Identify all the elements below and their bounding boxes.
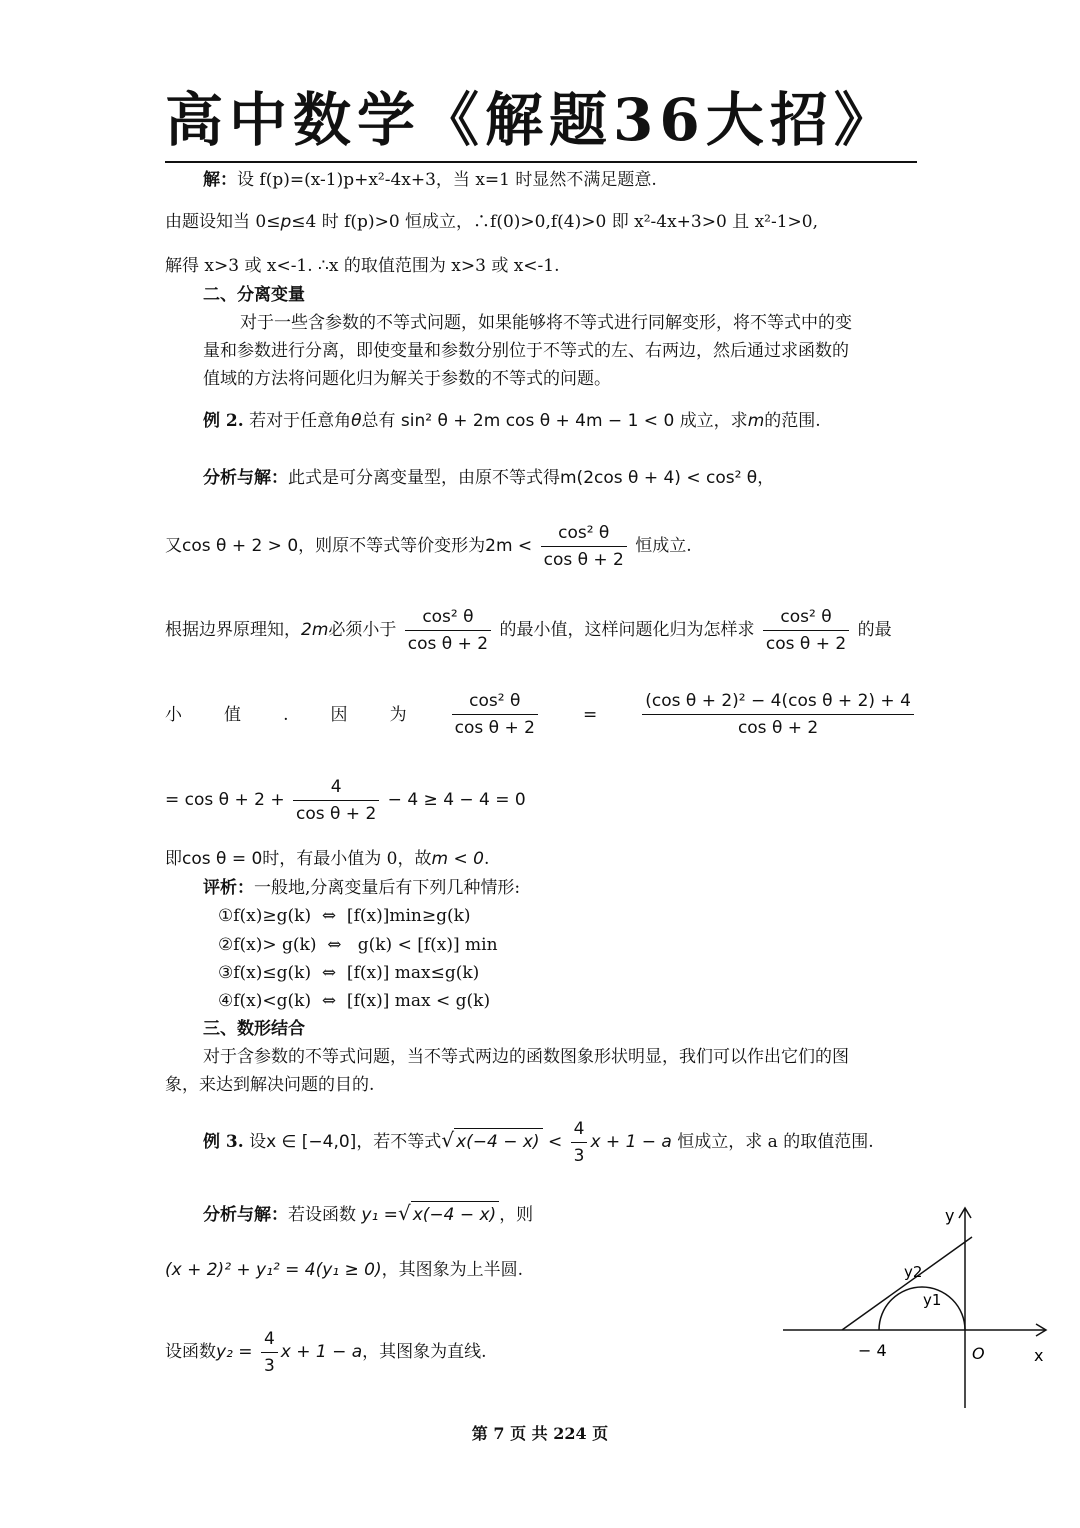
denominator: cos θ + 2	[763, 630, 849, 655]
text-span: ，	[757, 468, 775, 488]
math-var: m	[747, 411, 765, 431]
denominator: 3	[571, 1142, 588, 1167]
y1-label: y1	[923, 1291, 942, 1309]
numerator: cos² θ	[422, 607, 474, 627]
text-span: 设	[249, 1132, 267, 1152]
denominator: cos θ + 2	[541, 546, 627, 571]
text-span: .	[283, 704, 289, 725]
fraction	[261, 1328, 278, 1377]
math-expr: y₂ =	[216, 1342, 253, 1362]
text-span: 由题设知当 0≤	[165, 212, 281, 232]
denominator: cos θ + 2	[452, 714, 538, 739]
text-span: 一般地,分离变量后有下列几种情形:	[254, 878, 521, 898]
numerator: cos² θ	[780, 607, 832, 627]
analysis2-line4	[165, 690, 917, 739]
review-item-4: ④f(x)<g(k) ⇔ [f(x)] max < g(k)	[218, 991, 491, 1011]
denominator: cos θ + 2	[293, 800, 379, 825]
math-expr: 2m <	[485, 536, 533, 556]
section3-paragraph-line1: 对于含参数的不等式问题，当不等式两边的函数图象形状明显，我们可以作出它们的图	[203, 1047, 849, 1067]
numerator: (cos θ + 2)² − 4(cos θ + 2) + 4	[645, 691, 911, 711]
section2-heading: 二、分离变量	[203, 285, 305, 305]
semicircle-line-graph	[780, 1200, 1060, 1415]
numerator: cos² θ	[558, 523, 610, 543]
text-span: 为	[389, 704, 407, 725]
x-axis-label: x	[1034, 1346, 1044, 1365]
text-span: 若设函数	[288, 1205, 356, 1225]
numerator: 4	[573, 1119, 585, 1139]
text-span: 即	[165, 849, 182, 869]
radicand: x(−4 − x)	[454, 1128, 543, 1154]
math-expr: cos θ + 2 > 0	[182, 536, 299, 556]
review-label: 评析：	[203, 878, 254, 898]
text-span: .	[483, 849, 490, 869]
minus-four-label: − 4	[858, 1341, 887, 1360]
solution1-text: 设 f(p)=(x-1)p+x²-4x+3，当 x=1 时显然不满足题意.	[237, 170, 657, 190]
text-span: 此式是可分离变量型，由原不等式得	[288, 468, 560, 488]
fraction	[541, 522, 627, 571]
example3-statement	[203, 1118, 874, 1167]
text-span: 必须小于	[328, 620, 397, 640]
text-span: ，则原不等式等价变形为	[298, 536, 486, 556]
page-title: 高中数学《解题36大招》	[165, 86, 898, 154]
text-span: ，若不等式	[356, 1132, 442, 1152]
less-than-sign: <	[547, 1132, 563, 1152]
fraction	[452, 690, 538, 739]
analysis3-line1	[203, 1201, 533, 1227]
fraction	[405, 606, 491, 655]
text-span: 恒成立，求 a 的取值范围.	[677, 1132, 874, 1152]
math-expr: m < 0	[431, 849, 484, 869]
analysis2-line1	[203, 466, 774, 490]
analysis3-line3	[165, 1328, 487, 1377]
math-var: θ	[351, 411, 362, 431]
math-var: p	[280, 212, 292, 232]
math-expr: − 4 ≥ 4 − 4 = 0	[387, 790, 526, 810]
text-span: ，其图象为上半圆.	[381, 1260, 524, 1280]
title-rule	[165, 161, 917, 163]
analysis3-line2	[165, 1258, 523, 1282]
y-axis-label: y	[945, 1206, 955, 1225]
text-span: 因	[330, 704, 348, 725]
radicand: x(−4 − x)	[411, 1201, 500, 1227]
denominator: cos θ + 2	[642, 714, 914, 739]
review-intro	[203, 876, 520, 900]
analysis-label: 分析与解：	[203, 1205, 288, 1225]
fraction	[571, 1118, 588, 1167]
page-footer: 第 7 页 共 224 页	[471, 1424, 609, 1443]
text-span: ≤4 时 f(p)>0 恒成立，∴f(0)>0,f(4)>0 即 x²-4x+3>0 且 x²-1>0,	[291, 212, 819, 232]
text-span: 设函数	[165, 1342, 216, 1362]
math-expr: m(2cos θ + 4) < cos² θ	[560, 468, 758, 488]
review-item-3: ③f(x)≤g(k) ⇔ [f(x)] max≤g(k)	[218, 963, 480, 983]
section2-paragraph-line1: 对于一些含参数的不等式问题，如果能够将不等式进行同解变形，将不等式中的变	[240, 313, 852, 333]
numerator: 4	[263, 1329, 275, 1349]
solution1-line2	[165, 210, 818, 234]
analysis2-line2	[165, 522, 692, 571]
text-span: 根据边界原理知，	[165, 620, 301, 640]
text-span: 成立，求	[679, 411, 748, 431]
numerator: 4	[330, 777, 342, 797]
fraction	[763, 606, 849, 655]
example-label: 例 2.	[203, 411, 244, 431]
text-span: 值	[224, 704, 242, 725]
text-span: 若对于任意角	[249, 411, 352, 431]
math-expr: cos θ = 0	[182, 849, 263, 869]
text-span: ，则	[499, 1205, 534, 1225]
numerator: cos² θ	[469, 691, 521, 711]
section2-paragraph-line2: 量和参数进行分离，即使变量和参数分别位于不等式的左、右两边，然后通过求函数的	[203, 341, 849, 361]
radical-sign: √	[441, 1128, 455, 1152]
analysis-label: 分析与解：	[203, 468, 288, 488]
section2-paragraph-line3: 值域的方法将问题化归为解关于参数的不等式的问题。	[203, 369, 611, 389]
equals-sign: =	[582, 704, 598, 725]
text-span: 又	[165, 536, 182, 556]
fraction-expanded	[642, 690, 914, 739]
math-expr: x + 1 − a	[280, 1342, 363, 1362]
fraction	[293, 776, 379, 825]
example-label: 例 3.	[203, 1132, 244, 1152]
solution1-line3: 解得 x>3 或 x<-1. ∴x 的取值范围为 x>3 或 x<-1.	[165, 256, 560, 276]
analysis2-line6	[165, 847, 489, 871]
section3-paragraph-line2: 象，来达到解决问题的目的.	[165, 1075, 375, 1095]
denominator: 3	[261, 1352, 278, 1377]
analysis2-line5	[165, 776, 526, 825]
radical-sign: √	[397, 1201, 411, 1225]
solution-label: 解：	[203, 170, 237, 190]
example2-inequality: sin² θ + 2m cos θ + 4m − 1 < 0	[400, 411, 675, 431]
denominator: cos θ + 2	[405, 630, 491, 655]
review-item-1: ①f(x)≥g(k) ⇔ [f(x)]min≥g(k)	[218, 906, 471, 926]
line-y2	[842, 1237, 972, 1330]
math-expr: x ∈ [−4,0]	[266, 1132, 357, 1152]
text-span: 小	[165, 704, 182, 725]
analysis2-line3	[165, 606, 892, 655]
text-span: 的范围.	[764, 411, 821, 431]
math-expr: (x + 2)² + y₁² = 4(y₁ ≥ 0)	[165, 1260, 382, 1280]
text-span: ，其图象为直线.	[362, 1342, 487, 1362]
section3-heading: 三、数形结合	[203, 1019, 305, 1039]
text-span: 的最	[857, 620, 892, 640]
math-expr: 2m	[301, 620, 329, 640]
math-expr: x + 1 − a	[590, 1132, 672, 1152]
text-span: 的最小值，这样问题化归为怎样求	[499, 620, 755, 640]
origin-label: O	[972, 1344, 985, 1363]
text-span: 时，有最小值为 0，故	[262, 849, 432, 869]
y2-label: y2	[904, 1263, 923, 1281]
text-span: 恒成立.	[635, 536, 692, 556]
example2-statement	[203, 409, 821, 433]
solution1-line1	[203, 168, 657, 192]
math-expr: y₁ =	[361, 1205, 398, 1225]
review-item-2: ②f(x)> g(k) ⇔ g(k) < [f(x)] min	[218, 935, 498, 955]
math-expr: = cos θ + 2 +	[165, 790, 285, 810]
text-span: 总有	[361, 411, 396, 431]
